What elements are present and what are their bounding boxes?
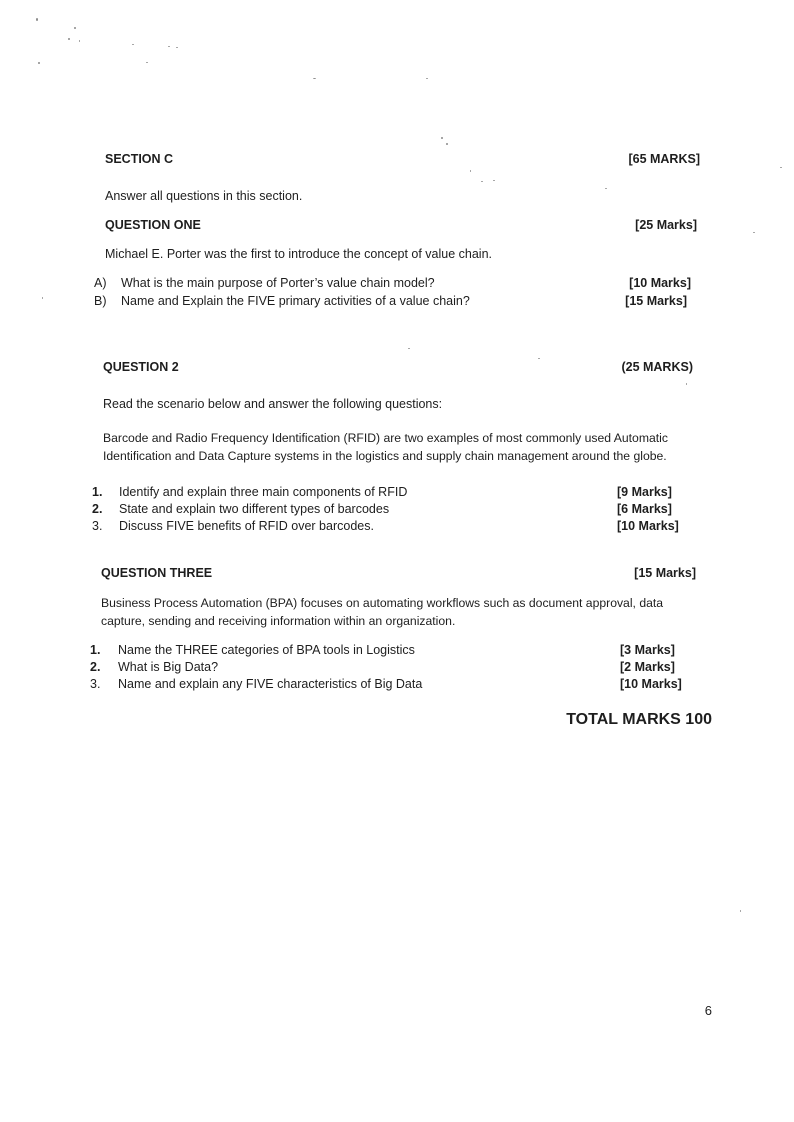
q1-title: QUESTION ONE (105, 218, 201, 232)
q1-intro: Michael E. Porter was the first to introduce the concept of value chain. (105, 247, 493, 261)
q2-marks: (25 MARKS) (621, 360, 693, 374)
q3-item-label: 1. (90, 643, 101, 657)
q3-item-text: Name the THREE categories of BPA tools in Logistics (118, 643, 415, 657)
q3-title: QUESTION THREE (101, 566, 213, 580)
q2-item-label: 3. (92, 519, 103, 533)
q2-title: QUESTION 2 (103, 360, 179, 374)
q3-intro-line: capture, sending and receiving information within an organization. (101, 614, 456, 628)
section-title: SECTION C (105, 152, 174, 166)
q3-item-label: 2. (90, 660, 101, 674)
total-marks: TOTAL MARKS 100 (566, 711, 712, 728)
q3-item-marks: [3 Marks] (620, 643, 675, 657)
page-number: 6 (704, 1003, 712, 1018)
q2-item-text: Discuss FIVE benefits of RFID over barcodes. (119, 519, 374, 533)
q2-item-label: 2. (92, 502, 103, 516)
q2-item-text: State and explain two different types of barcodes (119, 502, 390, 516)
q3-item-marks: [10 Marks] (620, 677, 682, 691)
q1-item-text: Name and Explain the FIVE primary activities of a value chain? (121, 294, 470, 308)
q2-item-marks: [10 Marks] (617, 519, 679, 533)
q1-item-marks: [10 Marks] (629, 276, 691, 290)
q3-marks: [15 Marks] (634, 566, 696, 580)
q3-item-marks: [2 Marks] (620, 660, 675, 674)
q3-item-text: What is Big Data? (118, 660, 219, 674)
q3-intro-line: Business Process Automation (BPA) focuses on automating workflows such as document approval, data (101, 596, 664, 610)
q2-item-marks: [6 Marks] (617, 502, 672, 516)
q1-item-label: B) (94, 294, 107, 308)
q2-item-marks: [9 Marks] (617, 485, 672, 499)
q2-scenario-line: Identification and Data Capture systems in the logistics and supply chain management around the globe. (103, 449, 667, 463)
q2-item-label: 1. (92, 485, 103, 499)
q3-item-label: 3. (90, 677, 101, 691)
q3-item-text: Name and explain any FIVE characteristics of Big Data (118, 677, 423, 691)
q1-item-label: A) (94, 276, 107, 290)
section-marks: [65 MARKS] (628, 152, 700, 166)
q1-item-text: What is the main purpose of Porter’s value chain model? (121, 276, 435, 290)
q1-item-marks: [15 Marks] (625, 294, 687, 308)
q1-marks: [25 Marks] (635, 218, 697, 232)
q2-scenario-line: Barcode and Radio Frequency Identification (RFID) are two examples of most commonly used Automatic (103, 431, 668, 445)
q2-item-text: Identify and explain three main components of RFID (119, 485, 408, 499)
section-instruction: Answer all questions in this section. (105, 189, 303, 203)
q2-intro: Read the scenario below and answer the following questions: (103, 397, 443, 411)
